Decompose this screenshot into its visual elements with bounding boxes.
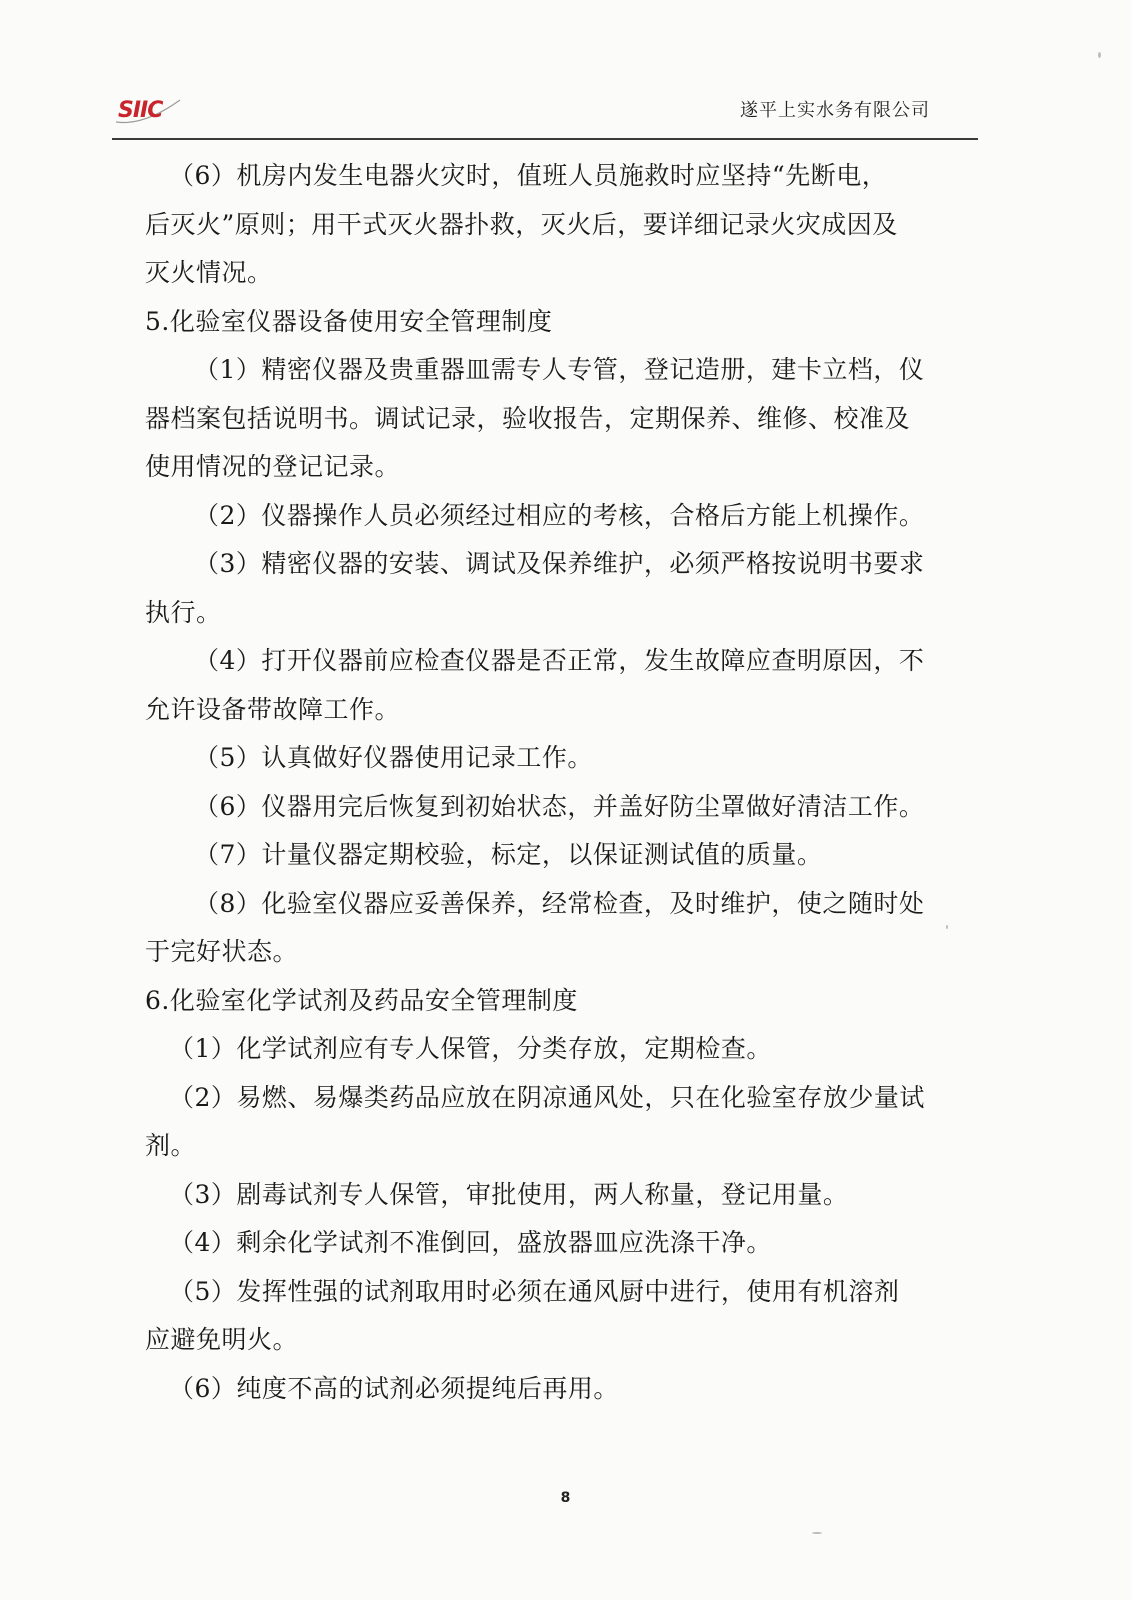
text-line: （4）打开仪器前应检查仪器是否正常，发生故障应查明原因，不 (194, 646, 925, 675)
scan-speck (946, 925, 948, 929)
text-line: （2）仪器操作人员必须经过相应的考核，合格后方能上机操作。 (194, 500, 925, 530)
text-line: （6）仪器用完后恢复到初始状态，并盖好防尘罩做好清洁工作。 (194, 791, 925, 821)
text-line: 执行。 (145, 597, 222, 627)
text-line: 灭火情况。 (145, 258, 273, 287)
text-line: 使用情况的登记记录。 (145, 452, 401, 481)
text-line: （5）认真做好仪器使用记录工作。 (194, 743, 593, 772)
section-heading: 6.化验室化学试剂及药品安全管理制度 (145, 985, 578, 1015)
text-line: （3）精密仪器的安装、调试及保养维护，必须严格按说明书要求 (194, 549, 925, 578)
text-line: （5）发挥性强的试剂取用时必须在通风厨中进行，使用有机溶剂 (169, 1276, 900, 1306)
text-line: （8）化验室仪器应妥善保养，经常检查，及时维护，使之随时处 (194, 888, 925, 918)
header-rule (112, 138, 978, 140)
page-header (112, 88, 978, 140)
text-line: （7）计量仪器定期校验，标定，以保证测试值的质量。 (194, 840, 823, 869)
text-line: 允许设备带故障工作。 (145, 694, 401, 724)
page-number: 8 (560, 1490, 571, 1506)
text-line: （4）剩余化学试剂不准倒回，盛放器皿应洗涤干净。 (169, 1228, 772, 1257)
text-line: （1）化学试剂应有专人保管，分类存放，定期检查。 (169, 1034, 772, 1063)
text-line: 应避免明火。 (145, 1325, 299, 1354)
section-heading: 5.化验室仪器设备使用安全管理制度 (145, 306, 553, 336)
scan-speck (812, 1532, 822, 1534)
text-line: （1）精密仪器及贵重器皿需专人专管，登记造册，建卡立档，仪 (194, 355, 925, 384)
body-text (145, 152, 945, 1413)
text-line: （6）机房内发生电器火灾时，值班人员施救时应坚持“先断电， (169, 161, 888, 190)
svg-text:SIIC: SIIC (118, 98, 163, 123)
text-line: （2）易燃、易爆类药品应放在阴凉通风处，只在化验室存放少量试 (169, 1082, 925, 1112)
text-line: （3）剧毒试剂专人保管，审批使用，两人称量，登记用量。 (169, 1179, 849, 1209)
company-name: 遂平上实水务有限公司 (740, 100, 930, 121)
text-line: 剂。 (145, 1131, 197, 1160)
scan-speck (1098, 52, 1101, 58)
text-line: 后灭火”原则；用干式灭火器扑救，灭火后，要详细记录火灾成因及 (145, 209, 898, 239)
text-line: 于完好状态。 (145, 937, 299, 966)
text-line: （6）纯度不高的试剂必须提纯后再用。 (169, 1373, 619, 1403)
text-line: 器档案包括说明书。调试记录，验收报告，定期保养、维修、校准及 (145, 403, 911, 433)
siic-logo (114, 92, 184, 126)
